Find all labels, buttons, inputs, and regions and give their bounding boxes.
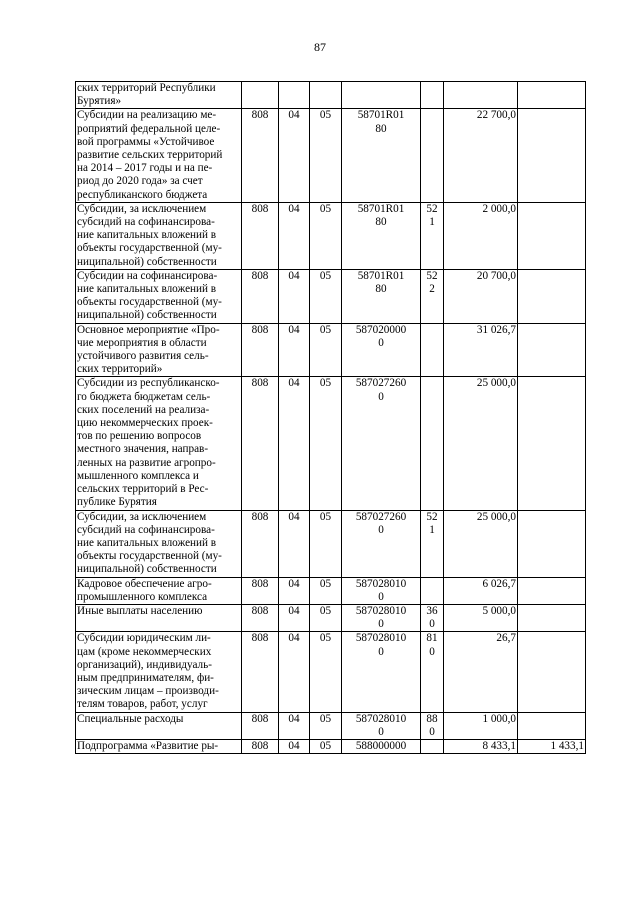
subsection-code-cell — [310, 323, 342, 377]
cell-text: 25 000,0 — [476, 377, 516, 390]
cell-text: 808 — [251, 109, 269, 122]
row-name-cell — [76, 577, 242, 604]
cell-text: 31 026,7 — [476, 323, 516, 336]
target-article-cell — [342, 323, 421, 377]
row-name-cell — [76, 739, 242, 753]
cell-text: 808 — [251, 604, 269, 617]
subsection-code-cell — [310, 82, 342, 109]
subsection-code-cell — [310, 377, 342, 510]
amount-federal-cell — [518, 604, 586, 631]
table-row — [76, 510, 586, 577]
target-article-cell — [342, 510, 421, 577]
subsection-code-cell — [310, 632, 342, 712]
dept-code-cell — [242, 82, 279, 109]
amount-federal-cell — [518, 577, 586, 604]
target-article-cell — [342, 604, 421, 631]
cell-text: 8 433,1 — [482, 739, 516, 752]
cell-text: Иные выплаты населению — [77, 604, 203, 617]
amount-cell — [444, 269, 518, 323]
row-name-cell — [76, 109, 242, 202]
dept-code-cell — [242, 510, 279, 577]
dept-code-cell — [242, 109, 279, 202]
cell-text: 26,7 — [496, 632, 516, 645]
cell-text: 05 — [319, 510, 332, 523]
table-row — [76, 269, 586, 323]
cell-text: 808 — [251, 269, 269, 282]
budget-table — [75, 81, 586, 754]
page-number: 87 — [314, 40, 326, 54]
cell-text: Подпрограмма «Развитие ры- — [77, 739, 219, 752]
section-code-cell — [279, 377, 310, 510]
cell-text: 808 — [251, 323, 269, 336]
cell-text: 587028010 0 — [355, 712, 407, 738]
section-code-cell — [279, 269, 310, 323]
cell-text: 1 000,0 — [482, 712, 516, 725]
cell-text: Субсидии юридическим ли- цам (кроме некоммерческих организаций), индивидуаль- ным предпринимателям, фи- зическим лицам – производи- телям товаров, работ, услуг — [77, 632, 219, 711]
amount-cell — [444, 109, 518, 202]
amount-federal-cell — [518, 712, 586, 739]
section-code-cell — [279, 510, 310, 577]
cell-text: 808 — [251, 577, 269, 590]
section-code-cell — [279, 577, 310, 604]
cell-text: 587020000 0 — [355, 323, 407, 349]
cell-text: Основное мероприятие «Про- чие мероприятия в области устойчивого развития сель- ских территорий» — [77, 323, 220, 376]
expense-type-cell — [421, 269, 444, 323]
expense-type-cell — [421, 82, 444, 109]
row-name-cell — [76, 323, 242, 377]
cell-text: Субсидии, за исключением субсидий на софинансирова- ние капитальных вложений в объекты государственной (му- ниципальной) собственности — [77, 510, 222, 576]
section-code-cell — [279, 109, 310, 202]
cell-text: 05 — [319, 202, 332, 215]
cell-text: 05 — [319, 712, 332, 725]
cell-text: 05 — [319, 577, 332, 590]
subsection-code-cell — [310, 604, 342, 631]
cell-text: 808 — [251, 739, 269, 752]
cell-text: 6 026,7 — [482, 577, 516, 590]
cell-text: 04 — [288, 604, 300, 617]
cell-text: 81 0 — [426, 632, 438, 658]
cell-text: 05 — [319, 604, 332, 617]
cell-text: 25 000,0 — [476, 510, 516, 523]
amount-cell — [444, 632, 518, 712]
expense-type-cell — [421, 604, 444, 631]
table-row — [76, 632, 586, 712]
dept-code-cell — [242, 712, 279, 739]
target-article-cell — [342, 632, 421, 712]
cell-text: 20 700,0 — [476, 269, 516, 282]
cell-text: 2 000,0 — [482, 202, 516, 215]
cell-text: 5 000,0 — [482, 604, 516, 617]
amount-cell — [444, 323, 518, 377]
row-name-cell — [76, 82, 242, 109]
cell-text: 36 0 — [426, 604, 438, 631]
amount-federal-cell — [518, 739, 586, 753]
table-row — [76, 739, 586, 753]
target-article-cell — [342, 269, 421, 323]
row-name-cell — [76, 202, 242, 269]
cell-text: 808 — [251, 202, 269, 215]
row-name-cell — [76, 510, 242, 577]
expense-type-cell — [421, 739, 444, 753]
subsection-code-cell — [310, 202, 342, 269]
target-article-cell — [342, 202, 421, 269]
target-article-cell — [342, 739, 421, 753]
cell-text: 808 — [251, 510, 269, 523]
amount-cell — [444, 577, 518, 604]
cell-text: Субсидии из республиканско- го бюджета бюджетам сель- ских поселений на реализа- цию некоммерческих проек- тов по решению вопросов местного значения, направ- ленных на развитие агропро- мышленного комплекса и сельских территорий в Рес- публике Бурятия — [77, 377, 220, 509]
section-code-cell — [279, 632, 310, 712]
cell-text: 808 — [251, 377, 269, 390]
expense-type-cell — [421, 577, 444, 604]
section-code-cell — [279, 604, 310, 631]
expense-type-cell — [421, 632, 444, 712]
cell-text: 04 — [288, 712, 300, 725]
table-row — [76, 109, 586, 202]
dept-code-cell — [242, 577, 279, 604]
cell-text: Специальные расходы — [77, 712, 184, 725]
cell-text: 808 — [251, 632, 269, 645]
amount-cell — [444, 202, 518, 269]
row-name-cell — [76, 712, 242, 739]
section-code-cell — [279, 82, 310, 109]
table-row — [76, 577, 586, 604]
row-name-cell — [76, 604, 242, 631]
cell-text: 04 — [288, 323, 300, 336]
subsection-code-cell — [310, 109, 342, 202]
section-code-cell — [279, 202, 310, 269]
cell-text: 52 1 — [426, 510, 438, 536]
cell-text: 587028010 0 — [355, 604, 407, 631]
expense-type-cell — [421, 202, 444, 269]
cell-text: 04 — [288, 377, 300, 390]
row-name-cell — [76, 377, 242, 510]
cell-text: 22 700,0 — [476, 109, 516, 122]
cell-text: 05 — [319, 739, 332, 752]
dept-code-cell — [242, 377, 279, 510]
amount-federal-cell — [518, 202, 586, 269]
cell-text: 05 — [319, 109, 332, 122]
expense-type-cell — [421, 109, 444, 202]
amount-federal-cell — [518, 323, 586, 377]
amount-cell — [444, 712, 518, 739]
cell-text: 05 — [319, 269, 332, 282]
dept-code-cell — [242, 604, 279, 631]
cell-text: 588000000 — [355, 739, 407, 752]
cell-text: 04 — [288, 510, 300, 523]
cell-text: 58701R01 80 — [357, 202, 405, 229]
subsection-code-cell — [310, 577, 342, 604]
cell-text: 04 — [288, 632, 300, 645]
cell-text: 587027260 0 — [355, 377, 407, 403]
dept-code-cell — [242, 202, 279, 269]
section-code-cell — [279, 712, 310, 739]
cell-text: Субсидии на реализацию ме- роприятий федеральной целе- вой программы «Устойчивое развитие сельских территорий на 2014 – 2017 годы и на пе- риод до 2020 года» за счет республиканского бюджета — [77, 109, 223, 201]
row-name-cell — [76, 269, 242, 323]
cell-text: 04 — [288, 202, 300, 215]
cell-text: 04 — [288, 577, 300, 590]
target-article-cell — [342, 377, 421, 510]
expense-type-cell — [421, 712, 444, 739]
target-article-cell — [342, 109, 421, 202]
section-code-cell — [279, 323, 310, 377]
table-row — [76, 604, 586, 631]
cell-text: 04 — [288, 269, 300, 282]
cell-text: 05 — [319, 323, 332, 336]
expense-type-cell — [421, 323, 444, 377]
amount-cell — [444, 377, 518, 510]
table-row — [76, 202, 586, 269]
row-name-cell — [76, 632, 242, 712]
cell-text: 52 2 — [426, 269, 438, 296]
cell-text: Субсидии, за исключением субсидий на софинансирова- ние капитальных вложений в объекты государственной (му- ниципальной) собственности — [77, 202, 222, 268]
cell-text: 58701R01 80 — [357, 109, 405, 135]
section-code-cell — [279, 739, 310, 753]
amount-cell — [444, 510, 518, 577]
cell-text: Кадровое обеспечение агро- промышленного комплекса — [77, 577, 212, 603]
table-row — [76, 377, 586, 510]
cell-text: 808 — [251, 712, 269, 725]
expense-type-cell — [421, 377, 444, 510]
subsection-code-cell — [310, 510, 342, 577]
target-article-cell — [342, 712, 421, 739]
target-article-cell — [342, 577, 421, 604]
cell-text: 05 — [319, 632, 332, 645]
amount-federal-cell — [518, 632, 586, 712]
cell-text: 88 0 — [426, 712, 438, 738]
subsection-code-cell — [310, 739, 342, 753]
subsection-code-cell — [310, 269, 342, 323]
amount-federal-cell — [518, 377, 586, 510]
cell-text: 587028010 0 — [355, 577, 407, 603]
amount-cell — [444, 82, 518, 109]
dept-code-cell — [242, 269, 279, 323]
amount-federal-cell — [518, 269, 586, 323]
cell-text: 1 433,1 — [550, 739, 584, 752]
cell-text: 04 — [288, 739, 300, 752]
target-article-cell — [342, 82, 421, 109]
amount-federal-cell — [518, 82, 586, 109]
cell-text: 587028010 0 — [355, 632, 407, 658]
cell-text: 04 — [288, 109, 300, 122]
table-row — [76, 82, 586, 109]
dept-code-cell — [242, 632, 279, 712]
amount-federal-cell — [518, 109, 586, 202]
cell-text: Субсидии на софинансирова- ние капитальных вложений в объекты государственной (му- ниципальной) собственности — [77, 269, 222, 322]
cell-text: 52 1 — [426, 202, 438, 229]
table-row — [76, 712, 586, 739]
amount-cell — [444, 739, 518, 753]
dept-code-cell — [242, 739, 279, 753]
cell-text: ских территорий Республики Бурятия» — [77, 82, 216, 108]
dept-code-cell — [242, 323, 279, 377]
subsection-code-cell — [310, 712, 342, 739]
cell-text: 05 — [319, 377, 332, 390]
table-row — [76, 323, 586, 377]
expense-type-cell — [421, 510, 444, 577]
amount-federal-cell — [518, 510, 586, 577]
cell-text: 587027260 0 — [355, 510, 407, 536]
cell-text: 58701R01 80 — [357, 269, 405, 296]
amount-cell — [444, 604, 518, 631]
